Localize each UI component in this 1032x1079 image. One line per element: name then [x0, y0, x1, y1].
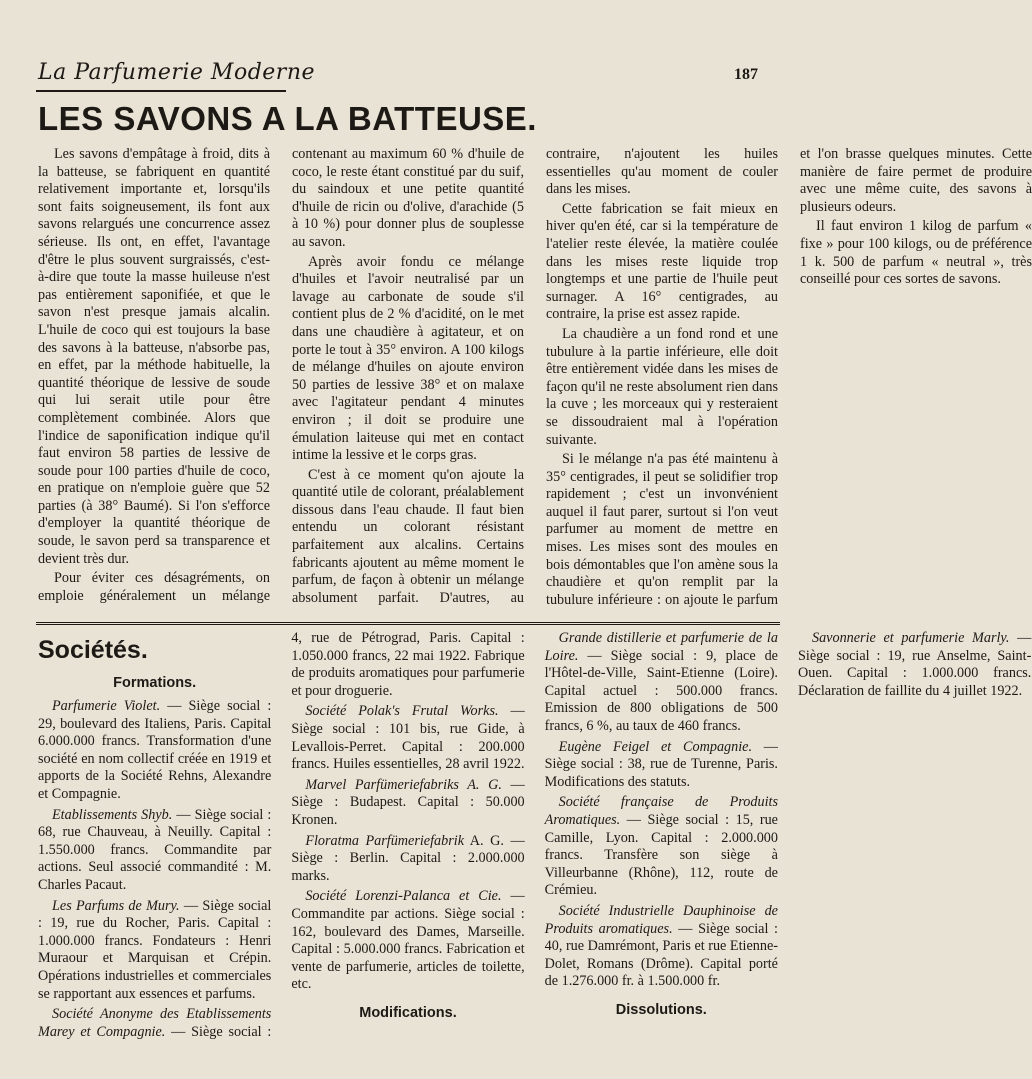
company-name: Société Anonyme des Etablissements Marey et Compagnie. [38, 1006, 272, 1040]
formation-entry [291, 777, 524, 830]
company-name: Floratma Parfümeriefabrik [305, 832, 464, 849]
article-paragraph: La chaudière a un fond rond et une tubulure à la partie inférieure, elle doit être entièrement vidée dans les mises de façon qu'il ne reste absolument rien dans la cuve ; les morceaux qui y resteraient se dissoudraient mal à l'opération suivante. [546, 325, 778, 448]
entry-text: — Siège social : 19, rue du Rocher, Paris. Capital : 1.000.000 francs. Fondateurs : Henri Muraour et Marquisan et Crépin. Opérations industrielles et commerciales se rapportant aux essences et parfums. [38, 897, 272, 1002]
entry-text: — Siège : Budapest. Capital : 50.000 Kronen. [291, 776, 525, 828]
article-title: LES SAVONS A LA BATTEUSE. [38, 100, 537, 137]
entry-text: — Siège social : 4, rue de Pétrograd, Paris. Capital : 1.050.000 francs, 22 mai 1922. Fabrique de produits aromatiques pour parfumerie et pour droguerie. [165, 630, 525, 1040]
formation-entry [291, 703, 524, 773]
entry-text: — Siège social : 15, rue Camille, Lyon. Capital : 2.000.000 francs. Transfère son siège à Villeurbanne (Rhône), 112, route de Crémieu. [544, 811, 778, 899]
formation-entry [291, 833, 524, 886]
entry-text: — Siège social : 9, place de l'Hôtel-de-Ville, Saint-Etienne (Loire). Capital actuel : 500.000 francs. Emission de 800 obligations de 500 francs, 6 %, au taux de 460 francs. [544, 647, 778, 734]
company-name: Etablissements Shyb. [52, 806, 173, 823]
company-name: Les Parfums de Mury. [52, 897, 180, 914]
article-paragraph: Pour éviter ces désagréments, on emploie généralement un mélange contenant au maximum 60 % d'huile de coco, le reste étant constitué par du suif, du saindoux et une petite quantité d'huile de ricin ou d'olive, d'arachide (5 à 10 %) pour donner plus de souplesse au savon. [38, 146, 524, 604]
article-paragraph: Cette fabrication se fait mieux en hiver qu'en été, car si la température de l'atelier reste élevée, la matière coulée dans les mises reste liquide trop longtemps et une partie de l'huile peut surnager. A 16° centigrades, au contraire, la prise est assez rapide. [546, 200, 778, 323]
entry-text: — Commandite par actions. Siège social : 162, boulevard des Dames, Marseille. Capital : 5.000.000 francs. Fabrication et vente de parfumerie, articles de toilette, etc. [291, 888, 525, 993]
entry-text: A. G. — Siège : Berlin. Capital : 2.000.000 marks. [291, 832, 525, 884]
article-paragraph: Après avoir fondu ce mélange d'huiles et l'avoir neutralisé par un lavage au carbonate de soude s'il contient plus de 2 % d'acidité, on le met dans une chaudière à agitateur, et on porte le tout à 35° environ. A 100 kilogs de mélange d'huiles on ajoute environ 50 parties de lessive 38° et on malaxe avec l'agitateur pendant 4 minutes environ ; il doit se produire une émulation laiteuse qui met en contact intime la lessive et le corps gras. [292, 253, 524, 464]
entry-text: — Siège social : 40, rue Damrémont, Paris et rue Etienne-Dolet, Romans (Drôme). Capital porté de 1.276.000 fr. à 1.500.000 fr. [544, 920, 778, 990]
page-number: 187 [734, 66, 758, 83]
formation-entry [291, 888, 524, 994]
article-paragraph: C'est à ce moment qu'on ajoute la quantité utile de colorant, préalablement dissous dans l'eau chaude. Il faut bien entendu un colorant résistant parfaitement aux alcalins. Certains fabricants ajoutent au même moment le parfum, de façon à obtenir un mélange absolument parfait. D'autres, au contraire, n'ajoutent les huiles essentielles qu'au moment de couler dans les mises. [292, 146, 778, 606]
company-name: Savonnerie et parfumerie Marly. [811, 630, 1010, 646]
formations-heading: Formations. [113, 675, 197, 691]
societes-section [38, 630, 1032, 1050]
formation-entry [38, 698, 271, 804]
article-paragraph: Si le mélange n'a pas été maintenu à 35° centigrades, il peut se solidifier trop rapidement ; c'est un invonvénient auquel il faut parer, surtout si l'on veut parfumer au moment de mettre en mises. Les mises sont des moules en bois démontables que l'on amène sous la chaudière et qu'on remplit par la tubulure inférieure : on ajoute le parfum et l'on brasse quelques minutes. Cette manière de faire permet de produire avec une même cuite, des savons à plusieurs odeurs. [546, 146, 1032, 608]
section-divider [36, 622, 780, 625]
formation-entry [38, 807, 271, 895]
entry-text: — Siège social : 19, rue Anselme, Saint-Ouen. Capital : 1.000.000 francs. Déclaration de faillite du 4 juillet 1922. [797, 630, 1032, 699]
formation-entry [38, 898, 271, 1004]
company-name: Société Industrielle Dauphinoise de Produits aromatiques. [544, 902, 778, 937]
article-paragraph: Il faut environ 1 kilog de parfum « fixe » pour 100 kilogs, ou de préférence 1 k. 500 de parfum « neutral », très conseillé pour ces sortes de savons. [800, 218, 1032, 288]
societes-title: Sociétés. [38, 636, 148, 664]
modifications-heading: Modifications. [359, 1004, 457, 1021]
modification-entry [545, 739, 778, 792]
article-paragraph: Les savons d'empâtage à froid, dits à la batteuse, se fabriquent en quantité relativement importante et, lorsqu'ils sont faits soigneusement, ils font aux savons relargués une concurrence assez sérieuse. Ils ont, en effet, l'avantage d'être le plus souvent surgraissés, c'est-à-dire que toute la masse huileuse n'est pas entièrement saponifiée, et que le savon n'est presque jamais alcalin. L'huile de coco qui est toujours la base des savons à la batteuse, n'absorbe pas, en effet, par la méthode habituelle, la quantité théorique de lessive de soude qui lui serait utile pour être complètement combinée. Alors que l'indice de saponification indique qu'il faut environ 58 parties de lessive de soude pour 100 parties d'huile de coco, en pratique on n'emploie guère que 52 parties (à 38° Baumé). Si l'on s'efforce d'employer la quantité théorique de soude, le savon perd sa transparence et devient très dur. [38, 146, 270, 567]
modification-entry [545, 903, 778, 991]
entry-text: — Siège social : 101 bis, rue Gide, à Levallois-Perret. Capital : 200.000 francs. Huiles essentielles, 28 avril 1922. [291, 703, 525, 773]
company-name: Marvel Parfümeriefabriks A. G. [305, 776, 502, 793]
dissolutions-heading: Dissolutions. [615, 1001, 707, 1018]
article-body [38, 146, 1032, 616]
company-name: Parfumerie Violet. [52, 698, 161, 714]
masthead-rule [36, 90, 286, 92]
company-name: Société Polak's Frutal Works. [305, 703, 499, 720]
entry-text: — Siège social : 38, rue de Turenne, Paris. Modifications des statuts. [544, 738, 778, 790]
entry-text: — Siège social : 29, boulevard des Italiens, Paris. Capital 6.000.000 francs. Transformation d'une société en nom collectif créée en 1919 et apports de la Société Rehns, Alexandre et Compagnie. [38, 698, 272, 802]
company-name: Société Lorenzi-Palanca et Cie. [305, 888, 502, 905]
modification-entry [545, 794, 778, 900]
company-name: Société française de Produits Aromatiques. [544, 794, 778, 828]
entry-text: — Siège social : 68, rue Chauveau, à Neuilly. Capital : 1.550.000 francs. Commandite par actions. Seul associé commandité : M. Charles Pacaut. [38, 806, 272, 893]
company-name: Eugène Feigel et Compagnie. [558, 738, 753, 755]
masthead: La Parfumerie Moderne [38, 60, 316, 85]
modification-entry [545, 630, 778, 736]
company-name: Grande distillerie et parfumerie de la Loire. [544, 630, 778, 664]
dissolution-entry [798, 630, 1031, 700]
